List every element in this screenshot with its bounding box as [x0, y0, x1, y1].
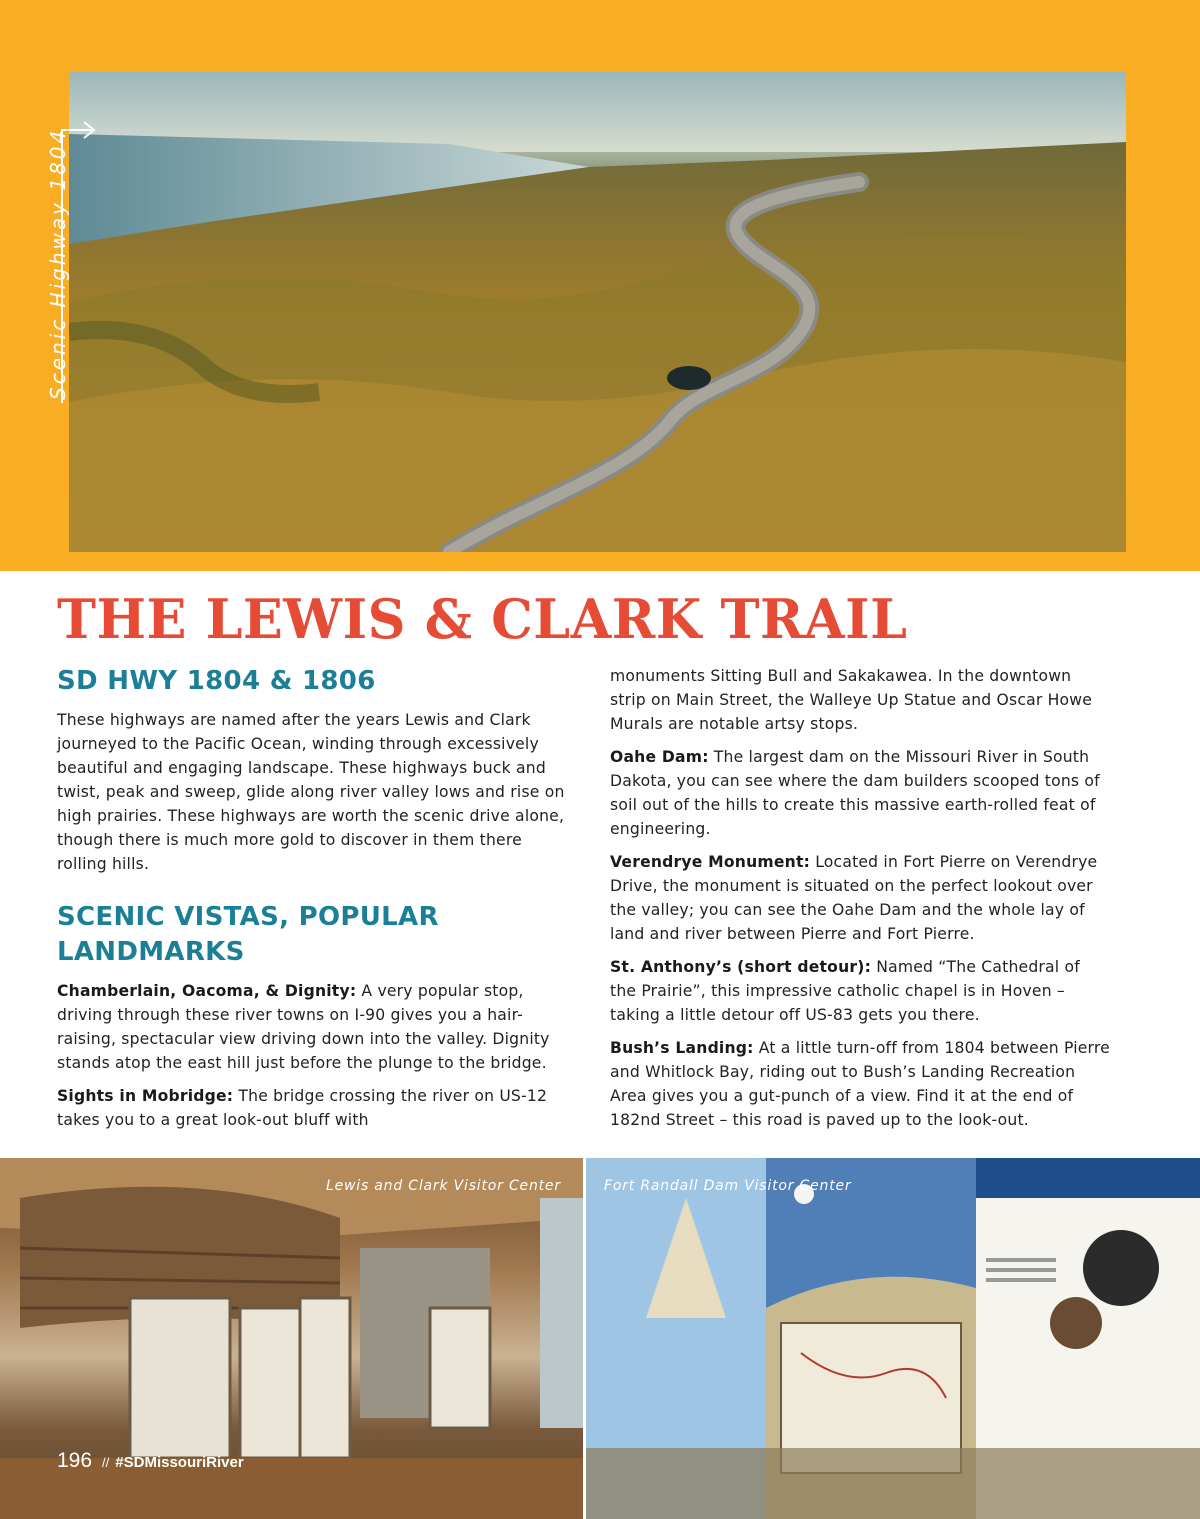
left-column: [57, 664, 572, 1132]
hero-photo-illustration: [69, 72, 1126, 552]
intro-paragraph: These highways are named after the years Lewis and Clark journeyed to the Pacific Ocean, winding through excessively beautiful and engaging landscape. These highways buck and twist, peak and sweep, glide along river valley lows and rise on high prairies. These highways are worth the scenic drive alone, though there is much more gold to discover in them there rolling hills.: [57, 711, 565, 873]
page-number: 196: [57, 1449, 93, 1472]
photo-label-right: Fort Randall Dam Visitor Center: [604, 1178, 852, 1194]
item-chamberlain-label: Chamberlain, Oacoma, & Dignity:: [57, 982, 357, 1000]
item-st-anthonys-label: St. Anthony’s (short detour):: [610, 958, 872, 976]
mobridge-continuation: monuments Sitting Bull and Sakakawea. In the downtown strip on Main Street, the Walleye Up Statue and Oscar Howe Murals are notable artsy stops.: [610, 667, 1093, 733]
vertical-photo-caption: Scenic Highway 1804: [46, 127, 70, 400]
item-oahe-dam-label: Oahe Dam:: [610, 748, 709, 766]
fort-randall-illustration: [586, 1158, 1200, 1519]
item-st-anthonys: [610, 955, 1110, 1027]
item-verendrye-text: Located in Fort Pierre on Verendrye Drive, the monument is situated on the perfect lookout over the valley; you can see the Oahe Dam and the whole lay of land and river between Pierre and Fort Pierre.: [610, 853, 1098, 943]
item-bushs-landing: [610, 1036, 1110, 1132]
item-chamberlain: [57, 979, 572, 1075]
hashtag: #SDMissouriRiver: [115, 1454, 244, 1471]
hero-photo-scenic-highway: [69, 72, 1126, 552]
item-mobridge: [57, 1084, 572, 1132]
item-bushs-landing-text: At a little turn-off from 1804 between Pierre and Whitlock Bay, riding out to Bush’s Landing Recreation Area gives you a gut-punch of a view. Find it at the end of 182nd Street – this road is paved up to the look-out.: [610, 1039, 1110, 1129]
page-footer: [57, 1449, 244, 1473]
item-bushs-landing-label: Bush’s Landing:: [610, 1039, 754, 1057]
item-chamberlain-text: A very popular stop, driving through these river towns on I-90 gives you a hair-raising, spectacular view driving down into the valley. Dignity stands atop the east hill just before the plunge to the bridge.: [57, 982, 550, 1072]
page-title: THE LEWIS & CLARK TRAIL: [57, 587, 908, 651]
photo-label-left: Lewis and Clark Visitor Center: [326, 1178, 561, 1194]
item-oahe-dam: [610, 745, 1110, 841]
right-column: [610, 664, 1110, 1132]
item-mobridge-label: Sights in Mobridge:: [57, 1087, 234, 1105]
item-st-anthonys-text: Named “The Cathedral of the Prairie”, this impressive catholic chapel is in Hoven – taking a little detour off US-83 gets you there.: [610, 958, 1080, 1024]
photo-fort-randall-visitor-center: [586, 1158, 1200, 1519]
heading-scenic-vistas: SCENIC VISTAS, POPULAR LANDMARKS: [57, 902, 439, 967]
heading-sd-hwy: SD HWY 1804 & 1806: [57, 666, 376, 696]
item-mobridge-text: The bridge crossing the river on US-12 takes you to a great look-out bluff with: [57, 1087, 548, 1129]
item-verendrye: [610, 850, 1110, 946]
item-oahe-dam-text: The largest dam on the Missouri River in South Dakota, you can see where the dam builders scooped tons of soil out of the hills to create this massive earth-rolled feat of engineering.: [610, 748, 1100, 838]
footer-separator: //: [102, 1455, 110, 1470]
item-verendrye-label: Verendrye Monument:: [610, 853, 811, 871]
